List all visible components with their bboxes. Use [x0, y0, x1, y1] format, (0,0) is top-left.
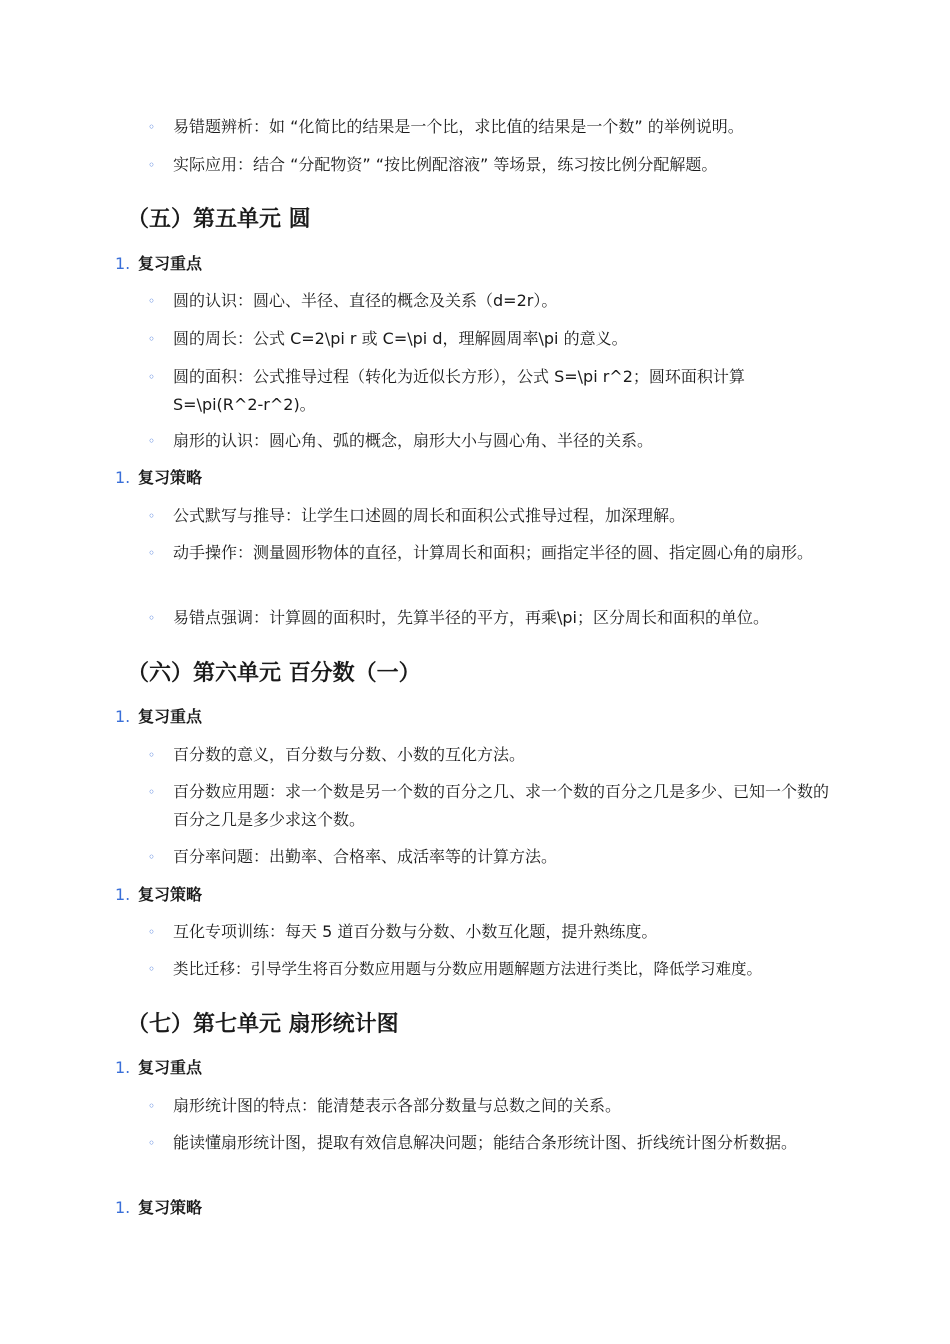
list-item: 互化专项训练：每天 5 道百分数与分数、小数互化题，提升熟练度。 — [173, 922, 658, 941]
bullet-marker: ◦ — [148, 120, 156, 134]
list-item: 易错点强调：计算圆的面积时，先算半径的平方，再乘\pi；区分周长和面积的单位。 — [173, 608, 769, 627]
bullet-marker: ◦ — [148, 370, 156, 384]
list-number: 1. — [115, 468, 131, 487]
list-item: 百分数的意义，百分数与分数、小数的互化方法。 — [173, 745, 526, 764]
bullet-marker: ◦ — [148, 158, 156, 172]
list-item: 扇形的认识：圆心角、弧的概念，扇形大小与圆心角、半径的关系。 — [173, 431, 654, 450]
subheading: 复习策略 — [138, 1198, 203, 1217]
list-item: 圆的周长：公式 C=2\pi r 或 C=\pi d，理解圆周率\pi 的意义。 — [173, 329, 628, 348]
subheading: 复习重点 — [138, 254, 203, 273]
list-item: 圆的认识：圆心、半径、直径的概念及关系（d=2r）。 — [173, 291, 558, 310]
bullet-marker: ◦ — [148, 434, 156, 448]
section-heading: （七）第七单元 扇形统计图 — [127, 1012, 399, 1037]
bullet-marker: ◦ — [148, 611, 156, 625]
section-heading: （五）第五单元 圆 — [127, 207, 311, 232]
bullet-marker: ◦ — [148, 1136, 156, 1150]
list-item: 能读懂扇形统计图，提取有效信息解决问题；能结合条形统计图、折线统计图分析数据。 — [173, 1133, 798, 1152]
list-item: 百分数应用题：求一个数是另一个数的百分之几、求一个数的百分之几是多少、已知一个数的百分之几是多少求这个数。 — [173, 782, 830, 829]
list-item: 圆的面积：公式推导过程（转化为近似长方形），公式 S=\pi r^2；圆环面积计算 S=\pi(R^2-r^2)。 — [173, 367, 745, 414]
bullet-marker: ◦ — [148, 509, 156, 523]
subheading: 复习重点 — [138, 1058, 203, 1077]
bullet-marker: ◦ — [148, 850, 156, 864]
list-item: 扇形统计图的特点：能清楚表示各部分数量与总数之间的关系。 — [173, 1096, 622, 1115]
section-heading: （六）第六单元 百分数（一） — [127, 661, 421, 686]
list-item: 实际应用：结合 “分配物资” “按比例配溶液” 等场景，练习按比例分配解题。 — [173, 155, 718, 174]
bullet-marker: ◦ — [148, 962, 156, 976]
bullet-marker: ◦ — [148, 748, 156, 762]
list-number: 1. — [115, 707, 131, 726]
list-number: 1. — [115, 885, 131, 904]
bullet-marker: ◦ — [148, 785, 156, 799]
list-number: 1. — [115, 254, 131, 273]
list-item: 易错题辨析：如 “化简比的结果是一个比，求比值的结果是一个数” 的举例说明。 — [173, 117, 744, 136]
list-item: 类比迁移：引导学生将百分数应用题与分数应用题解题方法进行类比，降低学习难度。 — [173, 960, 763, 978]
list-item: 动手操作：测量圆形物体的直径，计算周长和面积；画指定半径的圆、指定圆心角的扇形。 — [173, 543, 814, 562]
list-item: 公式默写与推导：让学生口述圆的周长和面积公式推导过程，加深理解。 — [173, 506, 686, 525]
subheading: 复习重点 — [138, 707, 203, 726]
bullet-marker: ◦ — [148, 546, 156, 560]
bullet-marker: ◦ — [148, 1099, 156, 1113]
list-number: 1. — [115, 1198, 131, 1217]
subheading: 复习策略 — [138, 885, 203, 904]
list-item: 百分率问题：出勤率、合格率、成活率等的计算方法。 — [173, 847, 558, 866]
bullet-marker: ◦ — [148, 925, 156, 939]
subheading: 复习策略 — [138, 468, 203, 487]
list-number: 1. — [115, 1058, 131, 1077]
bullet-marker: ◦ — [148, 294, 156, 308]
bullet-marker: ◦ — [148, 332, 156, 346]
